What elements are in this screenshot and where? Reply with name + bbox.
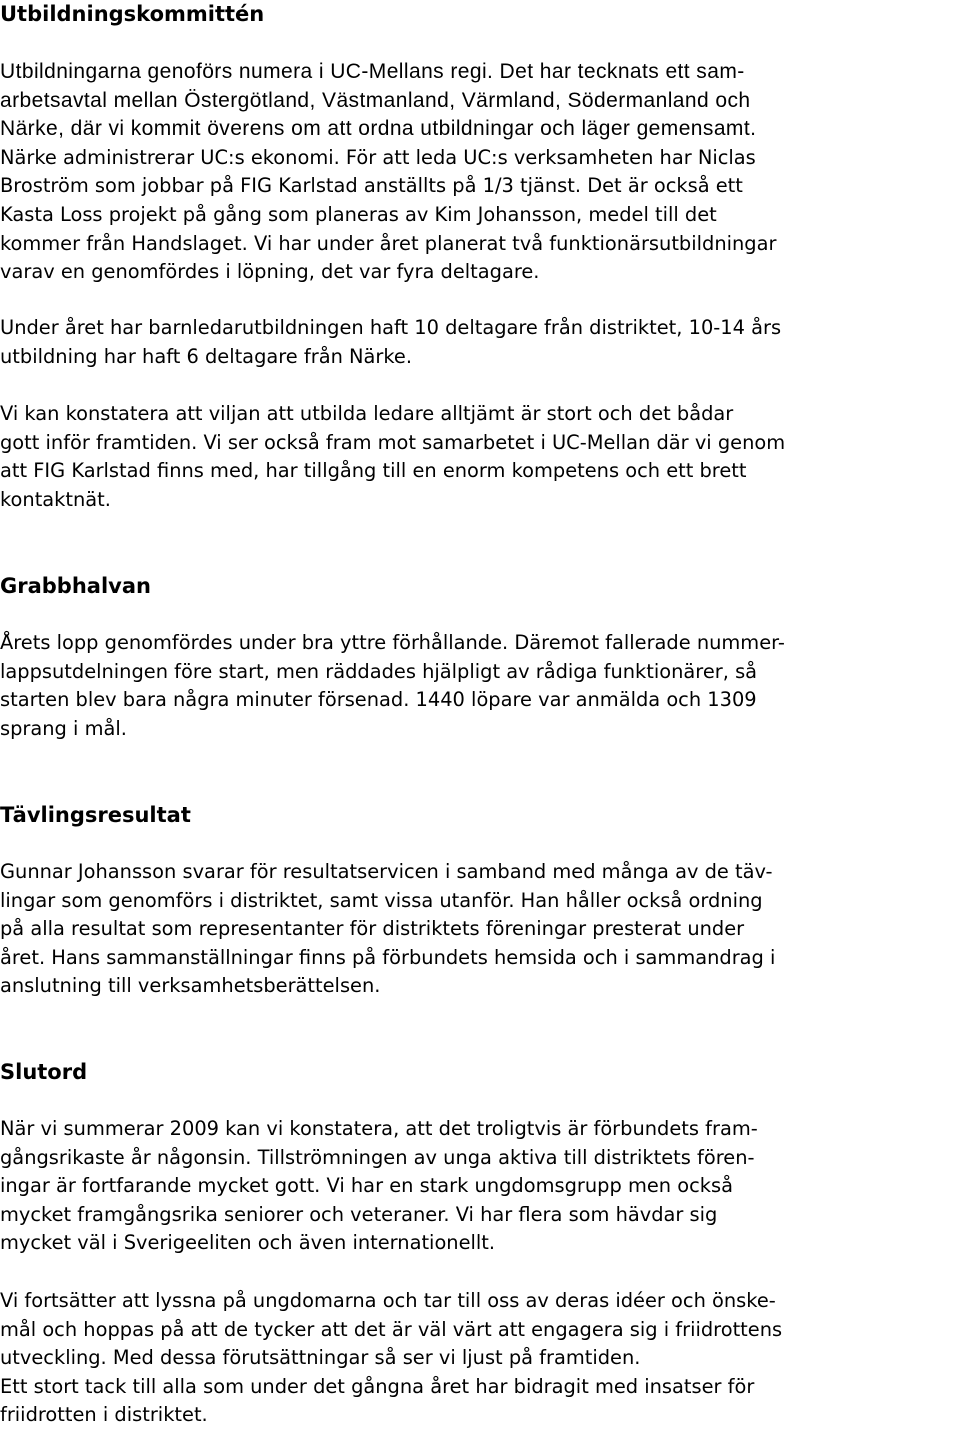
text-line: utbildning har haft 6 deltagare från Närke. <box>0 344 413 368</box>
text-line: anslutning till verksamhetsberättelsen. <box>0 974 381 998</box>
text-line: lingar som genomförs i distriktet, samt vissa utanför. Han håller också ordning <box>0 888 763 912</box>
text-line: kommer från Handslaget. Vi har under året planerat två funktionärsutbildningar <box>0 231 777 255</box>
text-line: kontaktnät. <box>0 487 111 511</box>
text-line: utveckling. Med dessa förutsättningar så ser vi ljust på framtiden. <box>0 1346 641 1370</box>
text-line: på alla resultat som representanter för distriktets föreningar presterat under <box>0 917 745 941</box>
text-line: gott inför framtiden. Vi ser också fram mot samarbetet i UC-Mellan där vi genom <box>0 430 786 454</box>
text-line: Ett stort tack till alla som under det gångna året har bidragit med insatser för <box>0 1374 755 1398</box>
text-line: gångsrikaste år någonsin. Tillströmningen av unga aktiva till distriktets fören- <box>0 1145 755 1169</box>
text-line: mål och hoppas på att de tycker att det är väl värt att engagera sig i friidrottens <box>0 1317 783 1341</box>
text-line: friidrotten i distriktet. <box>0 1403 208 1427</box>
text-line: ingar är fortfarande mycket gott. Vi har en stark ungdomsgrupp men också <box>0 1174 733 1198</box>
text-line: Närke, där vi kommit överens om att ordna utbildningar och läger gemensamt. <box>0 117 757 141</box>
text-line: sprang i mål. <box>0 716 127 740</box>
paragraph-tavlingsresultat <box>0 858 960 1001</box>
text-line: att FIG Karlstad finns med, har tillgång till en enorm kompetens och ett brett <box>0 459 747 483</box>
text-line: lappsutdelningen före start, men räddades hjälpligt av rådiga funktionärer, så <box>0 659 758 683</box>
paragraph-slutord-2 <box>0 1287 960 1430</box>
text-line: Vi kan konstatera att viljan att utbilda ledare alltjämt är stort och det bådar <box>0 402 734 425</box>
text-line: Gunnar Johansson svarar för resultatservicen i samband med många av de täv- <box>0 860 773 883</box>
heading-utbildningskommitten: Utbildningskommittén <box>0 2 265 26</box>
text-line: När vi summerar 2009 kan vi konstatera, att det troligtvis är förbundets fram- <box>0 1117 758 1140</box>
text-line: Kasta Loss projekt på gång som planeras av Kim Johansson, medel till det <box>0 202 717 226</box>
text-line: mycket väl i Sverigeeliten och även internationellt. <box>0 1231 496 1255</box>
paragraph-utbildning-2 <box>0 314 960 371</box>
text-line: Utbildningarna genoförs numera i UC-Mellans regi. Det har tecknats ett sam- <box>0 60 745 83</box>
text-line: mycket framgångsrika seniorer och veteraner. Vi har flera som hävdar sig <box>0 1202 718 1226</box>
text-line: arbetsavtal mellan Östergötland, Västmanland, Värmland, Södermanland och <box>0 88 751 112</box>
paragraph-utbildning-3 <box>0 400 960 514</box>
paragraph-grabbhalvan <box>0 629 960 743</box>
heading-grabbhalvan: Grabbhalvan <box>0 574 151 598</box>
heading-tavlingsresultat: Tävlingsresultat <box>0 803 191 827</box>
text-line: Broström som jobbar på FIG Karlstad anställts på 1/3 tjänst. Det är också ett <box>0 174 743 198</box>
paragraph-slutord-1 <box>0 1115 960 1258</box>
heading-slutord: Slutord <box>0 1060 88 1084</box>
text-line: Under året har barnledarutbildningen haft 10 deltagare från distriktet, 10-14 års <box>0 316 782 339</box>
paragraph-utbildning-1 <box>0 58 960 287</box>
text-line: starten blev bara några minuter försenad. 1440 löpare var anmälda och 1309 <box>0 688 757 712</box>
text-line: Närke administrerar UC:s ekonomi. För att leda UC:s verksamheten har Niclas <box>0 145 756 169</box>
text-line: Vi fortsätter att lyssna på ungdomarna och tar till oss av deras idéer och önske- <box>0 1289 776 1312</box>
text-line: varav en genomfördes i löpning, det var fyra deltagare. <box>0 260 540 284</box>
text-line: Årets lopp genomfördes under bra yttre förhållande. Däremot fallerade nummer- <box>0 631 785 654</box>
text-line: året. Hans sammanställningar finns på förbundets hemsida och i sammandrag i <box>0 945 776 969</box>
